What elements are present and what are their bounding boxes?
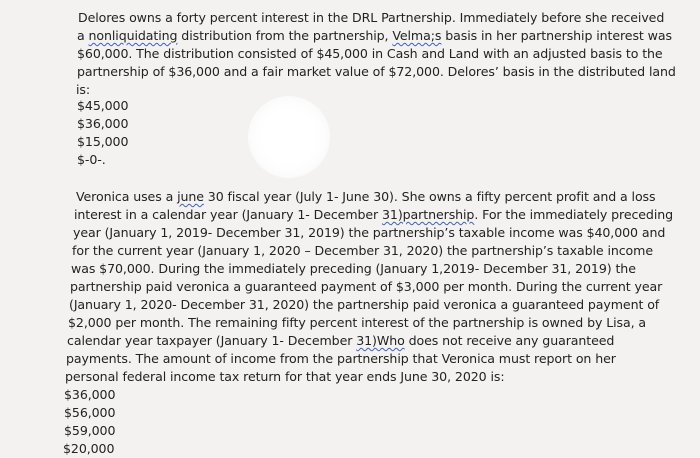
question-2-option-b: $56,000 (64, 405, 116, 420)
spellcheck-word: june (177, 189, 204, 204)
spellcheck-word: 31)partnership (382, 207, 475, 222)
text-run: 30 fiscal year (July 1- June 30). She owns a fifty percent profit and a loss (203, 189, 656, 204)
text-run: interest in a calendar year (January 1- December (74, 207, 383, 222)
question-2-option-a: $36,000 (64, 387, 116, 402)
question-2-option-c: $59,000 (64, 423, 116, 438)
question-2-line-4: for the current year (January 1, 2020 – December 31, 2020) the partnership’s taxable income (72, 243, 653, 258)
question-2-line-1 (76, 188, 655, 205)
question-2-line-9 (67, 332, 614, 349)
question-2-line-7: (January 1, 2020- December 31, 2020) the partnership paid veronica a guaranteed payment of (69, 297, 660, 312)
question-1-line-2 (77, 27, 672, 44)
question-2-line-6: partnership paid veronica a guaranteed payment of $3,000 per month. During the current year (70, 279, 663, 294)
question-2-line-8: $2,000 per month. The remaining fifty percent interest of the partnership is owned by Lisa, a (68, 315, 647, 330)
question-1-option-a: $45,000 (77, 98, 129, 113)
question-1-option-c: $15,000 (77, 134, 129, 149)
question-1-line-1: Delores owns a forty percent interest in the DRL Partnership. Immediately before she received (78, 10, 665, 25)
light-glare (248, 96, 330, 178)
question-1-line-5: is: (76, 82, 91, 97)
question-2-option-d: $20,000 (63, 441, 115, 456)
text-run: distribution from the partnership, (177, 28, 393, 43)
question-2-line-2 (74, 206, 673, 223)
question-2-line-10: payments. The amount of income from the partnership that Veronica must report on her (66, 351, 616, 366)
question-1-option-d: $-0-. (77, 152, 106, 167)
spellcheck-word: 31)Who (356, 333, 405, 348)
spellcheck-word: Velma;s (392, 28, 442, 43)
question-1-line-3: $60,000. The distribution consisted of $45,000 in Cash and Land with an adjusted basis to the (77, 46, 663, 61)
text-run: a (77, 28, 89, 43)
question-2-line-11: personal federal income tax return for that year ends June 30, 2020 is: (65, 369, 505, 384)
text-run: calendar year taxpayer (January 1- December (67, 333, 357, 348)
text-run: Veronica uses a (76, 189, 178, 204)
text-run: does not receive any guaranteed (404, 333, 615, 348)
spellcheck-word: nonliquidating (88, 28, 178, 43)
text-run: basis in her partnership interest was (441, 28, 672, 43)
question-1-line-4: partnership of $36,000 and a fair market value of $72,000. Delores’ basis in the distributed land (77, 64, 676, 79)
question-2-line-3: year (January 1, 2019- December 31, 2019) the partnership’s taxable income was $40,000 and (73, 225, 666, 240)
question-2-line-5: was $70,000. During the immediately preceding (January 1,2019- December 31, 2019) the (71, 261, 636, 276)
question-1-option-b: $36,000 (77, 116, 129, 131)
text-run: . For the immediately preceding (474, 207, 674, 222)
